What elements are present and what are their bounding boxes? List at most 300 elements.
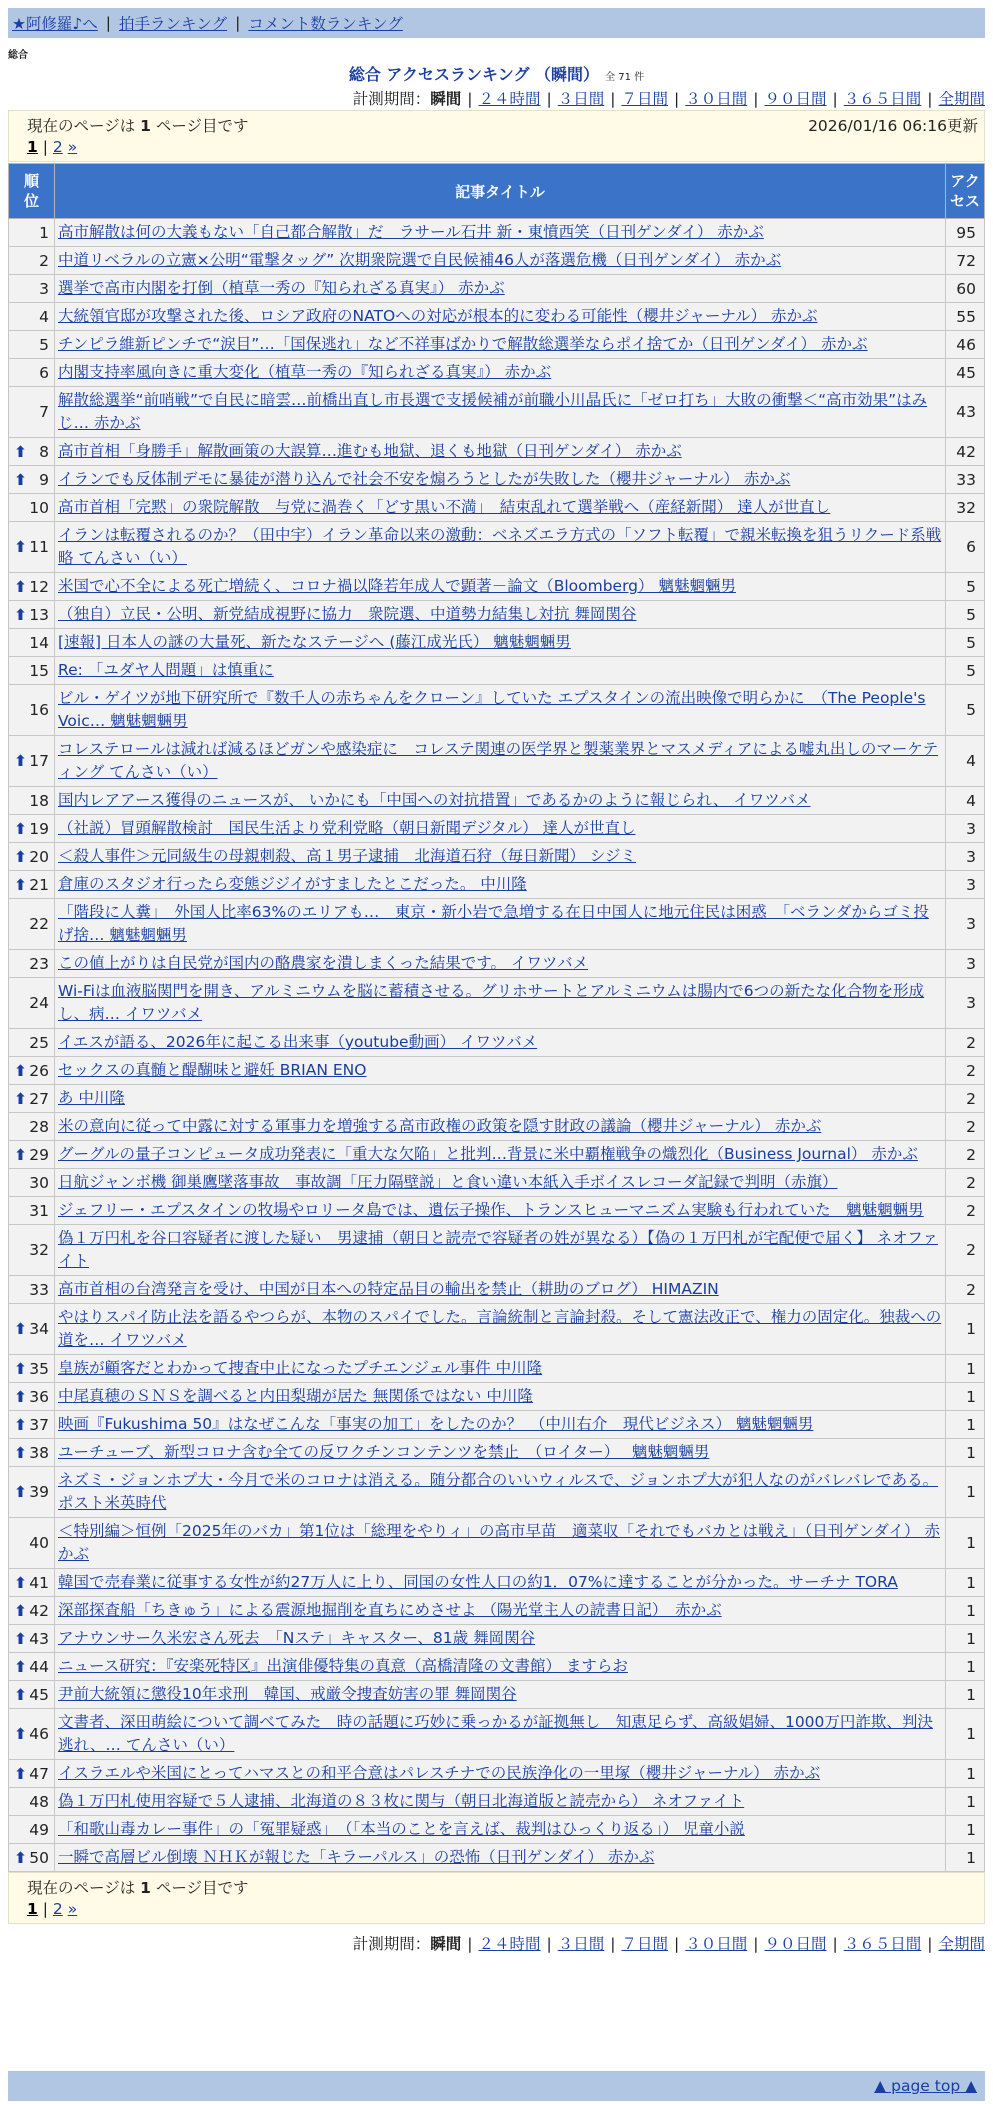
table-row — [9, 736, 985, 787]
title-cell — [55, 657, 946, 685]
access-count: 4 — [946, 787, 985, 815]
title-cell — [55, 1057, 946, 1085]
rank-number: 37 — [29, 1415, 49, 1434]
rank-number: 26 — [29, 1061, 49, 1080]
rank-cell — [9, 1411, 55, 1439]
table-row — [9, 331, 985, 359]
article-link[interactable]: 高市首相「身勝手」解散画策の大誤算…進むも地獄、退くも地獄（日刊ゲンダイ） 赤かぶ — [58, 442, 682, 460]
article-link[interactable]: 高市首相「完黙」の衆院解散 与党に渦巻く「どす黒い不満」 結束乱れて選挙戦へ（産経新聞） 達人が世直し — [58, 498, 831, 516]
table-row — [9, 1760, 985, 1788]
rank-up-icon: ⬆ — [14, 752, 27, 770]
rank-cell — [9, 303, 55, 331]
article-link[interactable]: やはりスパイ防止法を語るやつらが、本物のスパイでした。言論統制と言論封殺。そして憲法改正で、権力の固定化。独裁への道を… イワツバメ — [58, 1308, 942, 1349]
article-link[interactable]: この値上がりは自民党が国内の酪農家を潰しまくった結果です。 イワツバメ — [58, 954, 589, 972]
rank-up-icon: ⬆ — [14, 1483, 27, 1501]
table-row — [9, 1085, 985, 1113]
access-count: 46 — [946, 331, 985, 359]
title-cell — [55, 1788, 946, 1816]
rank-number: 48 — [29, 1792, 49, 1811]
table-row — [9, 1788, 985, 1816]
article-link[interactable]: イエスが語る、2026年に起こる出来事（youtube動画） イワツバメ — [58, 1033, 538, 1051]
article-link[interactable]: 内閣支持率風向きに重大変化（植草一秀の『知られざる真実』） 赤かぶ — [58, 363, 552, 381]
access-count: 1 — [946, 1788, 985, 1816]
table-row — [9, 522, 985, 573]
rank-cell — [9, 899, 55, 950]
rank-up-icon: ⬆ — [14, 1601, 27, 1620]
access-count: 72 — [946, 247, 985, 275]
title-cell — [55, 219, 946, 247]
rank-up-icon: ⬆ — [14, 1573, 27, 1592]
title-cell — [55, 685, 946, 736]
article-link[interactable]: （独自）立民・公明、新党結成視野に協力 衆院選、中道勢力結集し対抗 舞岡関谷 — [58, 605, 637, 623]
article-link[interactable]: 米の意向に従って中露に対する軍事力を増強する高市政権の政策を隠す財政の議論（櫻井ジャーナル） 赤かぶ — [58, 1117, 822, 1135]
rank-up-icon: ⬆ — [14, 875, 27, 894]
period-link[interactable]: ３６５日間 — [843, 90, 922, 108]
next-page-link[interactable]: » — [67, 1900, 78, 1918]
rank-number: 44 — [29, 1657, 49, 1676]
title-cell — [55, 899, 946, 950]
table-row — [9, 573, 985, 601]
rank-number: 31 — [29, 1201, 49, 1220]
page-title: 総合 アクセスランキング （瞬間） — [348, 65, 600, 84]
article-link[interactable]: ジェフリー・エプスタインの牧場やロリータ島では、遺伝子操作、トランスヒューマニズム実験も行われていた 魑魅魍魎男 — [58, 1201, 924, 1219]
table-row — [9, 219, 985, 247]
article-link[interactable]: コレステロールは減れば減るほどガンや感染症に コレステ関連の医学界と製薬業界とマスメディアによる嘘丸出しのマーケティング てんさい（い） — [58, 740, 939, 781]
access-count: 1 — [946, 1625, 985, 1653]
rank-cell — [9, 573, 55, 601]
article-link[interactable]: 「和歌山毒カレー事件」の「冤罪疑惑」 （「本当のことを言えば、裁判はひっくり返る」） 児童小説 — [58, 1820, 745, 1838]
access-count: 1 — [946, 1760, 985, 1788]
access-count: 3 — [946, 950, 985, 978]
period-separator: | — [674, 1935, 680, 1953]
total-count: 全 71 件 — [605, 72, 645, 83]
rank-up-icon: ⬆ — [14, 1145, 27, 1164]
table-row — [9, 685, 985, 736]
title-cell — [55, 494, 946, 522]
title-cell — [55, 1816, 946, 1844]
article-link[interactable]: ＜殺人事件＞元同級生の母親刺殺、高１男子逮捕 北海道石狩（毎日新聞） シジミ — [58, 847, 637, 865]
rank-number: 42 — [29, 1601, 49, 1620]
access-count: 2 — [946, 1197, 985, 1225]
rank-cell — [9, 1788, 55, 1816]
rank-number: 5 — [39, 335, 49, 354]
page-title-line — [0, 62, 993, 85]
article-link[interactable]: 皇族が顧客だとわかって捜査中止になったプチエンジェル事件 中川隆 — [58, 1359, 543, 1377]
table-row — [9, 1113, 985, 1141]
article-link[interactable]: イランは転覆されるのか？（田中宇）イラン革命以来の激動：ベネズエラ方式の「ソフト転覆」で親米転換を狙うリクード系戦略 てんさい（い） — [58, 526, 942, 567]
category-label: 総合 — [8, 50, 28, 61]
title-cell — [55, 1169, 946, 1197]
rank-cell — [9, 1760, 55, 1788]
rank-number: 35 — [29, 1359, 49, 1378]
current-page-text: 現在のページは 1 ページ目です — [27, 1879, 249, 1897]
ranking-table-body — [9, 219, 985, 1872]
rank-cell — [9, 1681, 55, 1709]
period-separator: | — [467, 90, 473, 108]
article-link[interactable]: セックスの真髄と醍醐味と避妊 BRIAN ENO — [58, 1061, 367, 1079]
article-link[interactable]: ニュース研究：『安楽死特区』出演俳優特集の真意（高橋清隆の文書館） ますらお — [58, 1657, 628, 1675]
access-count: 4 — [946, 736, 985, 787]
rank-cell — [9, 601, 55, 629]
rank-cell — [9, 1355, 55, 1383]
access-count: 5 — [946, 573, 985, 601]
period-separator: | — [467, 1935, 473, 1953]
article-link[interactable]: 選挙で高市内閣を打倒（植草一秀の『知られざる真実』） 赤かぶ — [58, 279, 505, 297]
article-link[interactable]: イスラエルや米国にとってハマスとの和平合意はパレスチナでの民族浄化の一里塚（櫻井ジャーナル） 赤かぶ — [58, 1764, 821, 1782]
access-count: 3 — [946, 815, 985, 843]
article-link[interactable]: 倉庫のスタジオ行ったら変態ジジイがすましたとこだった。 中川隆 — [58, 875, 527, 893]
article-link[interactable]: ユーチューブ、新型コロナ含む全ての反ワクチンコンテンツを禁止 （ロイター） 魑魅魍魎男 — [58, 1443, 710, 1461]
article-link[interactable]: 中道リベラルの立憲×公明“電撃タッグ” 次期衆院選で自民候補46人が落選危機（日刊ゲンダイ） 赤かぶ — [58, 251, 782, 269]
title-cell — [55, 466, 946, 494]
table-row — [9, 843, 985, 871]
title-cell — [55, 387, 946, 438]
page-link-2[interactable]: 2 — [52, 1900, 63, 1918]
article-link[interactable]: 高市首相の台湾発言を受け、中国が日本への特定品目の輸出を禁止（耕助のブログ） HIMAZIN — [58, 1280, 719, 1298]
period-link[interactable]: ７日間 — [621, 1935, 668, 1953]
table-row — [9, 1709, 985, 1760]
rank-cell — [9, 1597, 55, 1625]
period-selector-top — [353, 87, 985, 109]
article-link[interactable]: Wi-Fiは血液脳関門を開き、アルミニウムを脳に蓄積させる。グリホサートとアルミニウムは腸内で6つの新たな化合物を形成し、病… イワツバメ — [58, 982, 925, 1023]
page-link-1[interactable]: 1 — [27, 1900, 38, 1918]
article-link[interactable]: 韓国で売春業に従事する女性が約27万人に上り、同国の女性人口の約1．07%に達することが分かった。サーチナ TORA — [58, 1573, 898, 1591]
access-count: 3 — [946, 871, 985, 899]
page-link-1[interactable]: 1 — [27, 138, 38, 156]
period-selector-bottom — [353, 1932, 985, 1954]
rank-up-icon: ⬆ — [14, 577, 27, 596]
period-separator: | — [674, 90, 680, 108]
page-link-2[interactable]: 2 — [52, 138, 63, 156]
rank-cell — [9, 466, 55, 494]
rank-number: 4 — [39, 307, 49, 326]
access-count: 6 — [946, 522, 985, 573]
period-link[interactable]: ７日間 — [621, 90, 668, 108]
article-link[interactable]: （社説）冒頭解散検討 国民生活より党利党略（朝日新聞デジタル） 達人が世直し — [58, 819, 636, 837]
rank-cell — [9, 438, 55, 466]
table-row — [9, 1304, 985, 1355]
table-row — [9, 1439, 985, 1467]
applause-ranking-link[interactable]: 拍手ランキング — [119, 15, 228, 33]
rank-cell — [9, 736, 55, 787]
access-count: 1 — [946, 1355, 985, 1383]
access-count: 1 — [946, 1304, 985, 1355]
period-link[interactable]: 全期間 — [938, 90, 985, 108]
article-link[interactable]: 文書者、深田萌絵について調べてみた 時の話題に巧妙に乗っかるが証拠無し 知恵足らず、高級娼婦、1000万円詐欺、判決逃れ、… てんさい（い） — [58, 1713, 933, 1754]
article-link[interactable]: ネズミ・ジョンホプ大・今月で米のコロナは消える。随分都合のいいウィルスで、ジョンホプ大が犯人なのがバレバレである。 ポスト米英時代 — [58, 1471, 939, 1512]
title-cell — [55, 1383, 946, 1411]
access-count: 1 — [946, 1383, 985, 1411]
rank-up-icon: ⬆ — [14, 605, 27, 624]
title-cell — [55, 1197, 946, 1225]
title-cell — [55, 1625, 946, 1653]
table-row — [9, 494, 985, 522]
rank-number: 22 — [29, 915, 49, 933]
rank-cell — [9, 247, 55, 275]
updated-timestamp: 2026/01/16 06:16更新 — [808, 117, 978, 135]
period-link[interactable]: ３日間 — [557, 90, 605, 108]
rank-number: 11 — [29, 538, 49, 556]
rank-number: 47 — [29, 1764, 49, 1783]
rank-number: 7 — [39, 403, 49, 421]
article-link[interactable]: 一瞬で高層ビル倒壊 ＮＨＫが報じた「キラーパルス」の恐怖（日刊ゲンダイ） 赤かぶ — [58, 1848, 655, 1866]
table-row — [9, 978, 985, 1029]
period-link[interactable]: ９０日間 — [764, 90, 827, 108]
next-page-link[interactable]: » — [67, 138, 78, 156]
article-link[interactable]: 米国で心不全による死亡増続く、コロナ禍以降若年成人で顕著－論文（Bloomberg） 魑魅魍魎男 — [58, 577, 736, 595]
rank-number: 39 — [29, 1483, 49, 1501]
rank-cell — [9, 1304, 55, 1355]
table-row — [9, 1653, 985, 1681]
article-link[interactable]: アナウンサー久米宏さん死去 「Nステ」キャスター、81歳 舞岡関谷 — [58, 1629, 536, 1647]
period-separator: | — [927, 1935, 933, 1953]
table-row — [9, 1141, 985, 1169]
article-link[interactable]: イランでも反体制デモに暴徒が潜り込んで社会不安を煽ろうとしたが失敗した（櫻井ジャーナル） 赤かぶ — [58, 470, 791, 488]
article-link[interactable]: 高市解散は何の大義もない「自己都合解散」だ ラサール石井 新・東憤西笑（日刊ゲンダイ） 赤かぶ — [58, 223, 764, 241]
article-link[interactable]: 中尾真穂のＳＮＳを調べると内田梨瑚が居た 無関係ではない 中川隆 — [58, 1387, 533, 1405]
table-row — [9, 247, 985, 275]
page-top-link[interactable]: ▲ page top ▲ — [874, 2077, 977, 2095]
title-cell — [55, 1411, 946, 1439]
title-cell — [55, 950, 946, 978]
article-link[interactable]: あ 中川隆 — [58, 1089, 125, 1107]
access-count: 3 — [946, 978, 985, 1029]
rank-number: 3 — [39, 279, 49, 298]
rank-number: 14 — [29, 633, 49, 652]
rank-number: 15 — [29, 661, 49, 680]
table-row — [9, 1276, 985, 1304]
period-separator: | — [753, 90, 759, 108]
title-cell — [55, 843, 946, 871]
table-row — [9, 438, 985, 466]
table-row — [9, 1816, 985, 1844]
period-separator: | — [546, 1935, 552, 1953]
title-cell — [55, 522, 946, 573]
access-count: 33 — [946, 466, 985, 494]
rank-cell — [9, 387, 55, 438]
period-separator: | — [753, 1935, 759, 1953]
period-current: 瞬間 — [430, 1935, 462, 1953]
rank-number: 43 — [29, 1629, 49, 1648]
table-row — [9, 1625, 985, 1653]
rank-number: 29 — [29, 1145, 49, 1164]
article-link[interactable]: ＜特別編＞恒例「2025年のバカ」第1位は「総理をやりィ」の高市早苗 適菜収「それでもバカとは戦え」（日刊ゲンダイ） 赤かぶ — [58, 1522, 940, 1563]
title-cell — [55, 1597, 946, 1625]
article-link[interactable]: 解散総選挙“前哨戦”で自民に暗雲…前橋出直し市長選で支援候補が前職小川晶氏に「ゼロ打ち」大敗の衝撃＜“高市効果”はみじ… 赤かぶ — [58, 391, 928, 432]
article-link[interactable]: ビル・ゲイツが地下研究所で『数千人の赤ちゃんをクローン』していた エプスタインの流出映像で明らかに （The People's Voic… 魑魅魍魎男 — [58, 689, 926, 730]
table-row — [9, 657, 985, 685]
rank-number: 25 — [29, 1033, 49, 1052]
comment-ranking-link[interactable]: コメント数ランキング — [248, 15, 403, 33]
article-link[interactable]: 偽１万円札を谷口容疑者に渡した疑い 男逮捕（朝日と読売で容疑者の姓が異なる）【偽の１万円札が宅配便で届く】 ネオファイト — [58, 1229, 938, 1270]
table-row — [9, 1057, 985, 1085]
access-count: 55 — [946, 303, 985, 331]
title-cell — [55, 1653, 946, 1681]
period-separator: | — [927, 90, 933, 108]
article-link[interactable]: チンピラ維新ピンチで“涙目”…「国保逃れ」など不祥事ばかりで解散総選挙ならポイ捨てか（日刊ゲンダイ） 赤かぶ — [58, 335, 868, 353]
access-count: 1 — [946, 1411, 985, 1439]
title-cell — [55, 1709, 946, 1760]
rank-cell — [9, 978, 55, 1029]
bottom-bar — [8, 2071, 985, 2101]
rank-cell — [9, 657, 55, 685]
period-label: 計測期間： — [352, 1935, 431, 1953]
rank-up-icon: ⬆ — [14, 819, 27, 838]
table-row — [9, 950, 985, 978]
period-link[interactable]: ３日間 — [557, 1935, 605, 1953]
rank-cell — [9, 1625, 55, 1653]
period-link[interactable]: ３０日間 — [685, 1935, 748, 1953]
article-link[interactable]: Re: 「ユダヤ人問題」は慎重に — [58, 661, 274, 679]
access-count: 2 — [946, 1113, 985, 1141]
access-count: 2 — [946, 1029, 985, 1057]
title-cell — [55, 1518, 946, 1569]
ranking-table — [8, 163, 985, 1872]
title-cell — [55, 1467, 946, 1518]
access-count: 1 — [946, 1681, 985, 1709]
rank-number: 17 — [29, 752, 49, 770]
article-link[interactable]: 「階段に人糞」 外国人比率63%のエリアも… 東京・新小岩で急増する在日中国人に地元住民は困惑 「ベランダからゴミ投げ捨… 魑魅魍魎男 — [58, 903, 929, 944]
article-link[interactable]: グーグルの量子コンピュータ成功発表に「重大な欠陥」と批判…背景に米中覇権戦争の熾烈化（Business Journal） 赤かぶ — [58, 1145, 918, 1163]
table-row — [9, 387, 985, 438]
article-link[interactable]: 大統領官邸が攻撃された後、ロシア政府のNATOへの対応が根本的に変わる可能性（櫻井ジャーナル） 赤かぶ — [58, 307, 818, 325]
table-row — [9, 1029, 985, 1057]
table-row — [9, 899, 985, 950]
table-row — [9, 466, 985, 494]
title-cell — [55, 1113, 946, 1141]
title-cell — [55, 978, 946, 1029]
title-cell — [55, 871, 946, 899]
period-link[interactable]: ３６５日間 — [843, 1935, 922, 1953]
top-nav-bar — [8, 8, 985, 38]
access-count: 5 — [946, 629, 985, 657]
rank-number: 1 — [39, 223, 49, 242]
table-row — [9, 303, 985, 331]
period-link[interactable]: 全期間 — [938, 1935, 985, 1953]
nav-separator: | — [105, 14, 112, 32]
rank-number: 45 — [29, 1685, 49, 1704]
title-cell — [55, 247, 946, 275]
article-link[interactable]: 国内レアアース獲得のニュースが、 いかにも「中国への対抗措置」であるかのように報じられ、 イワツバメ — [58, 791, 811, 809]
access-count: 5 — [946, 685, 985, 736]
rank-number: 49 — [29, 1820, 49, 1839]
article-link[interactable]: [速報] 日本人の謎の大量死、新たなステージへ (藤江成光氏） 魑魅魍魎男 — [58, 633, 571, 651]
title-cell — [55, 815, 946, 843]
rank-number: 30 — [29, 1173, 49, 1192]
article-link[interactable]: 映画『Fukushima 50』はなぜこんな「事実の加工」をしたのか？ （中川右介 現代ビジネス） 魑魅魍魎男 — [58, 1415, 814, 1433]
rank-cell — [9, 359, 55, 387]
access-count: 95 — [946, 219, 985, 247]
period-separator: | — [832, 90, 838, 108]
rank-number: 16 — [29, 701, 49, 719]
access-count: 5 — [946, 601, 985, 629]
access-count: 1 — [946, 1709, 985, 1760]
period-separator: | — [610, 1935, 616, 1953]
title-cell — [55, 573, 946, 601]
rank-cell — [9, 1709, 55, 1760]
rank-cell — [9, 1057, 55, 1085]
rank-cell — [9, 1816, 55, 1844]
access-header: アクセス — [946, 164, 985, 219]
period-link[interactable]: ９０日間 — [764, 1935, 827, 1953]
rank-cell — [9, 1844, 55, 1872]
access-count: 2 — [946, 1141, 985, 1169]
title-cell — [55, 601, 946, 629]
rank-up-icon: ⬆ — [14, 538, 27, 556]
rank-number: 20 — [29, 847, 49, 866]
rank-up-icon: ⬆ — [14, 442, 27, 461]
rank-up-icon: ⬆ — [14, 1657, 27, 1676]
period-link[interactable]: ２４時間 — [478, 1935, 541, 1953]
table-row — [9, 1518, 985, 1569]
access-count: 1 — [946, 1569, 985, 1597]
table-row — [9, 1169, 985, 1197]
rank-up-icon: ⬆ — [14, 1685, 27, 1704]
table-row — [9, 1355, 985, 1383]
access-count: 1 — [946, 1439, 985, 1467]
rank-number: 24 — [29, 994, 49, 1012]
title-cell — [55, 1844, 946, 1872]
access-count: 1 — [946, 1816, 985, 1844]
rank-cell — [9, 1169, 55, 1197]
rank-number: 21 — [29, 875, 49, 894]
title-cell — [55, 1029, 946, 1057]
title-cell — [55, 1681, 946, 1709]
current-page-text: 現在のページは 1 ページ目です — [27, 117, 249, 135]
pagination: 1 | 2 » — [27, 1900, 78, 1918]
rank-cell — [9, 1653, 55, 1681]
article-link[interactable]: 日航ジャンボ機 御巣鷹墜落事故 事故調「圧力隔壁説」と食い違い本紙入手ボイスレコーダ記録で判明（赤旗） — [58, 1173, 838, 1191]
rank-up-icon: ⬆ — [14, 1387, 27, 1406]
rank-number: 27 — [29, 1089, 49, 1108]
rank-number: 19 — [29, 819, 49, 838]
title-cell — [55, 1085, 946, 1113]
title-cell — [55, 303, 946, 331]
rank-cell — [9, 1113, 55, 1141]
title-cell — [55, 1141, 946, 1169]
article-link[interactable]: 深部探査船「ちきゅう」による震源地掘削を直ちにめさせよ （陽光堂主人の読書日記） 赤かぶ — [58, 1601, 722, 1619]
period-link[interactable]: ３０日間 — [685, 90, 748, 108]
title-cell — [55, 1355, 946, 1383]
rank-cell — [9, 843, 55, 871]
home-link[interactable]: ★阿修羅♪へ — [12, 15, 98, 33]
table-header-row — [9, 164, 985, 219]
table-row — [9, 815, 985, 843]
title-cell — [55, 275, 946, 303]
rank-up-icon: ⬆ — [14, 1089, 27, 1108]
period-separator: | — [832, 1935, 838, 1953]
rank-cell — [9, 219, 55, 247]
rank-number: 2 — [39, 251, 49, 270]
period-link[interactable]: ２４時間 — [478, 90, 541, 108]
article-link[interactable]: 偽１万円札使用容疑で５人逮捕、北海道の８３枚に関与（朝日北海道版と読売から） ネオファイト — [58, 1792, 745, 1810]
table-row — [9, 1681, 985, 1709]
access-count: 1 — [946, 1467, 985, 1518]
access-count: 1 — [946, 1844, 985, 1872]
access-count: 32 — [946, 494, 985, 522]
title-header: 記事タイトル — [55, 164, 946, 219]
rank-up-icon: ⬆ — [14, 1320, 27, 1338]
table-row — [9, 1383, 985, 1411]
article-link[interactable]: 尹前大統領に懲役10年求刑 韓国、戒厳令捜査妨害の罪 舞岡関谷 — [58, 1685, 517, 1703]
rank-up-icon: ⬆ — [14, 1061, 27, 1080]
rank-cell — [9, 1569, 55, 1597]
rank-number: 34 — [29, 1320, 49, 1338]
rank-number: 32 — [29, 1241, 49, 1259]
table-row — [9, 275, 985, 303]
rank-number: 40 — [29, 1534, 49, 1552]
rank-number: 10 — [29, 498, 49, 517]
